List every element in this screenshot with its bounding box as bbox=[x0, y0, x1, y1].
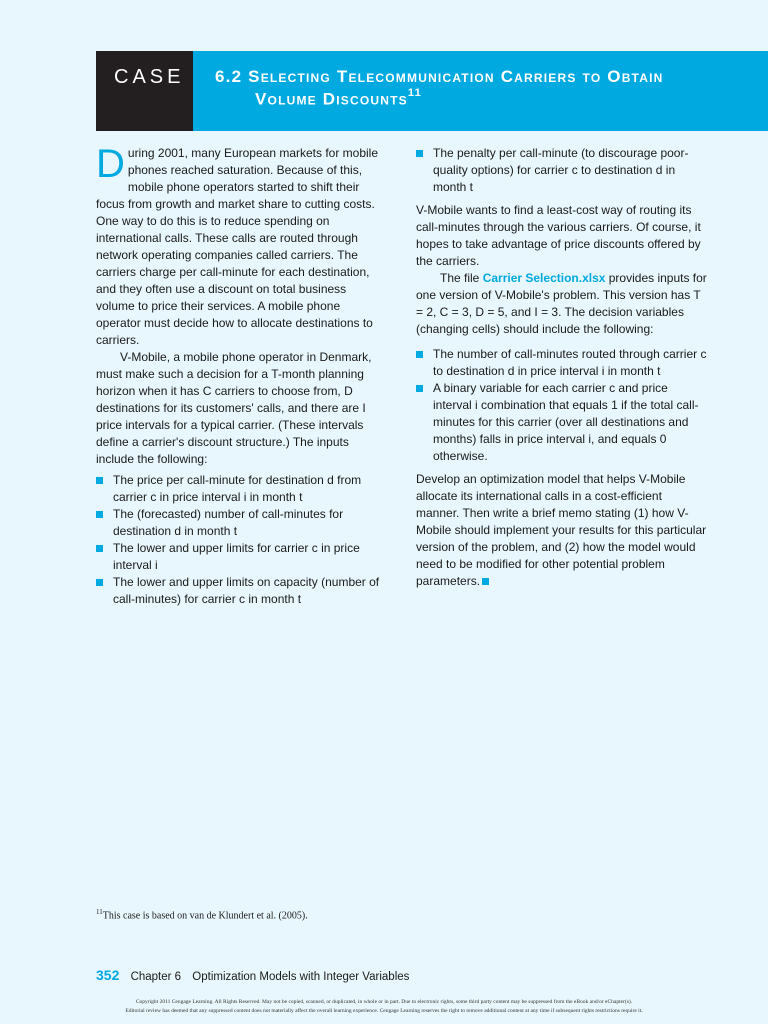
list-item bbox=[96, 506, 383, 540]
bullet-square-icon bbox=[96, 477, 103, 484]
list-item bbox=[96, 574, 383, 608]
file-paragraph-suffix: provides inputs for one version of V-Mobile's problem. This version has T = 2, C = 3, D = 5, and I = 3. The decision variables (changing cells) should include the following: bbox=[416, 271, 707, 336]
intro-text: uring 2001, many European markets for mobile phones reached saturation. Because of this, mobile phone operators started to shift their focus from growth and market share to cutting costs. One way to do this is to reduce spending on international calls. These calls are routed through network operating companies called carriers. The carriers charge per call-minute for each destination, and they often use a discount on total business volume to price their services. A mobile phone operator must decide how to allocate destinations to carriers. bbox=[96, 146, 379, 347]
bullet-square-icon bbox=[96, 579, 103, 586]
list-item-text: A binary variable for each carrier c and price interval i combination that equals 1 if the total call-minutes for this carrier (over all destinations and months) falls in price interval i, and equals 0 otherwise. bbox=[433, 381, 699, 463]
footnote-marker: 11 bbox=[96, 908, 103, 916]
list-item-text: The lower and upper limits for carrier c in price interval i bbox=[113, 541, 360, 572]
right-column bbox=[416, 145, 708, 590]
list-item bbox=[416, 346, 708, 380]
bullet-square-icon bbox=[416, 351, 423, 358]
list-item-text: The (forecasted) number of call-minutes for destination d in month t bbox=[113, 507, 344, 538]
vmobile-paragraph: V-Mobile, a mobile phone operator in Denmark, must make such a decision for a T-month planning horizon when it has C carriers to choose from, D destinations for its customers' calls, and there are I price intervals for a typical carrier. (These intervals define a carrier's discount structure.) The inputs include the following: bbox=[96, 350, 372, 466]
case-title-line-2-text: Volume Discounts bbox=[255, 89, 408, 109]
bullet-square-icon bbox=[96, 545, 103, 552]
case-label-box bbox=[96, 51, 193, 131]
decision-variables-list bbox=[416, 346, 708, 465]
copyright-line-2: Editorial review has deemed that any suppressed content does not materially affect the overall learning experience. Cengage Learning reserves the right to remove additional content at any time if subsequent rights restrictions require it. bbox=[125, 1008, 643, 1014]
list-item-text: The lower and upper limits on capacity (number of call-minutes) for carrier c in month t bbox=[113, 575, 380, 606]
case-title-line-1: 6.2 Selecting Telecommunication Carriers to Obtain bbox=[215, 67, 664, 86]
chapter-title: Optimization Models with Integer Variables bbox=[192, 971, 410, 983]
bullet-square-icon bbox=[416, 150, 423, 157]
list-item-text: The penalty per call-minute (to discourage poor-quality options) for carrier c to destination d in month t bbox=[433, 146, 689, 194]
page-number: 352 bbox=[96, 967, 120, 983]
end-of-case-icon bbox=[482, 578, 489, 585]
task-paragraph bbox=[416, 471, 708, 590]
copyright-notice bbox=[0, 998, 768, 1016]
list-item-text: The price per call-minute for destination d from carrier c in price interval i in month t bbox=[113, 473, 362, 504]
file-paragraph-prefix: The file bbox=[440, 271, 483, 285]
least-cost-paragraph: V-Mobile wants to find a least-cost way of routing its call-minutes through the various carriers. Of course, it hopes to take advantage of price discounts offered by the carriers. bbox=[416, 203, 701, 268]
intro-paragraph bbox=[96, 142, 383, 349]
bullet-square-icon bbox=[96, 511, 103, 518]
case-title-box bbox=[193, 51, 768, 131]
copyright-line-1: Copyright 2011 Cengage Learning. All Rights Reserved. May not be copied, scanned, or duplicated, in whole or in part. Due to electronic rights, some third party content may be suppressed from the eBook and/or eChapter(s). bbox=[135, 999, 633, 1005]
left-column bbox=[96, 142, 383, 614]
list-item bbox=[416, 145, 708, 196]
footnote-text: This case is based on van de Klundert et al. (2005). bbox=[102, 910, 308, 922]
task-text: Develop an optimization model that helps V-Mobile allocate its international calls in a cost-efficient manner. Then write a brief memo stating (1) how V-Mobile should implement your results for this particular version of the problem, and (2) how the model would need to be modified for other potential problem parameters. bbox=[416, 472, 707, 588]
penalty-list bbox=[416, 145, 708, 196]
file-paragraph bbox=[416, 270, 708, 338]
list-item-text: The number of call-minutes routed through carrier c to destination d in price interval i in month t bbox=[433, 347, 707, 378]
title-footnote-marker: 11 bbox=[407, 87, 422, 99]
inputs-list bbox=[96, 472, 383, 608]
footnote bbox=[96, 908, 696, 921]
file-link[interactable]: Carrier Selection.xlsx bbox=[482, 271, 606, 285]
drop-cap: D bbox=[96, 142, 125, 186]
list-item bbox=[96, 472, 383, 506]
page-footer bbox=[96, 967, 696, 983]
list-item bbox=[96, 540, 383, 574]
bullet-square-icon bbox=[416, 385, 423, 392]
case-title-line-2 bbox=[255, 89, 422, 110]
case-label: CASE bbox=[114, 66, 185, 88]
list-item bbox=[416, 380, 708, 465]
chapter-label: Chapter 6 bbox=[130, 971, 182, 983]
